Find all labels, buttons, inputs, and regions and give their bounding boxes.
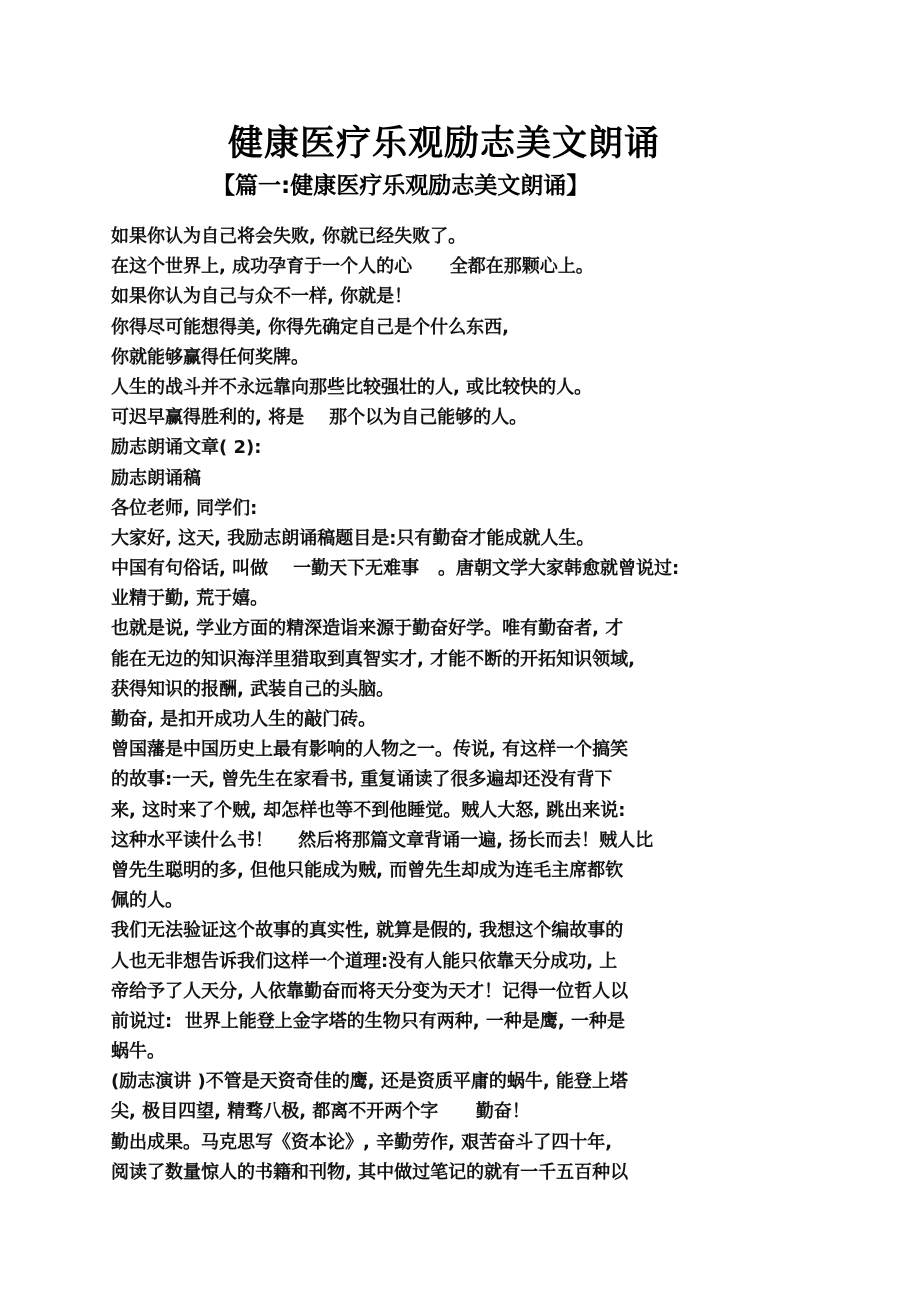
paragraph-line: 能在无边的知识海洋里猎取到真智实才, 才能不断的开拓知识领域, — [111, 648, 635, 670]
paragraph-line: 也就是说, 学业方面的精深造诣来源于勤奋好学。唯有勤奋者, 才 — [111, 618, 624, 640]
paragraph-line: 前说过: 世界上能登上金字塔的生物只有两种, 一种是鹰, 一种是 — [111, 1010, 625, 1032]
paragraph-line: 这种水平读什么书！ 然后将那篇文章背诵一遍, 扬长而去！贼人比 — [111, 829, 654, 851]
paragraph-line: 获得知识的报酬, 武装自己的头脑。 — [111, 678, 395, 700]
paragraph-line: 各位老师, 同学们: — [111, 497, 258, 519]
paragraph-line: 曾国藩是中国历史上最有影响的人物之一。传说, 有这样一个搞笑 — [111, 739, 629, 761]
paragraph-line: 曾先生聪明的多, 但他只能成为贼, 而曾先生却成为连毛主席都钦 — [111, 859, 624, 881]
paragraph-line: 尖, 极目四望, 精骛八极, 都离不开两个字 勤奋！ — [111, 1101, 530, 1123]
section-heading-line: 励志朗诵文章( 2): — [111, 437, 262, 459]
paragraph-line: 你就能够赢得任何奖牌。 — [111, 346, 309, 368]
paragraph-line: 阅读了数量惊人的书籍和刊物, 其中做过笔记的就有一千五百种以 — [111, 1161, 629, 1183]
paragraph-line: 如果你认为自己与众不一样, 你就是！ — [111, 286, 413, 308]
paragraph-line: 勤奋, 是扣开成功人生的敲门砖。 — [111, 709, 377, 730]
paragraph-line: 业精于勤, 荒于嬉。 — [111, 588, 269, 610]
paragraph-line: 可迟早赢得胜利的, 将是 那个以为自己能够的人。 — [111, 407, 528, 429]
paragraph-line: 帝给予了人天分, 人依靠勤奋而将天分变为天才！记得一位哲人以 — [111, 980, 629, 1002]
paragraph-line: 如果你认为自己将会失败, 你就已经失败了。 — [111, 226, 467, 247]
paragraph-line: 勤出成果。马克思写《资本论》, 辛勤劳作, 艰苦奋斗了四十年, — [111, 1131, 613, 1153]
paragraph-line: 来, 这时来了个贼, 却怎样也等不到他睡觉。贼人大怒, 跳出来说: — [111, 799, 626, 821]
paragraph-line: 佩的人。 — [111, 890, 183, 912]
document-subtitle: 【篇一:健康医疗乐观励志美文朗诵】 — [212, 173, 590, 199]
paragraph-line: 的故事:一天, 曾先生在家看书, 重复诵读了很多遍却还没有背下 — [111, 769, 613, 791]
paragraph-line: 人也无非想告诉我们这样一个道理:没有人能只依靠天分成功, 上 — [111, 950, 618, 972]
paragraph-line: 中国有句俗话, 叫做 一勤天下无难事 。唐朝文学大家韩愈就曾说过: — [111, 558, 680, 580]
document-body — [111, 222, 811, 1188]
paragraph-line: 大家好, 这天, 我励志朗诵稿题目是:只有勤奋才能成就人生。 — [111, 527, 595, 549]
paragraph-line: 蜗牛。 — [111, 1041, 165, 1063]
document-title: 健康医疗乐观励志美文朗诵 — [227, 124, 660, 164]
section-heading-line: 励志朗诵稿 — [111, 467, 201, 489]
paragraph-line: 你得尽可能想得美, 你得先确定自己是个什么东西, — [111, 316, 509, 338]
paragraph-line: 在这个世界上, 成功孕育于一个人的心 全都在那颗心上。 — [111, 256, 594, 278]
paragraph-line: 人生的战斗并不永远靠向那些比较强壮的人, 或比较快的人。 — [111, 376, 593, 398]
paragraph-line: 我们无法验证这个故事的真实性, 就算是假的, 我想这个编故事的 — [111, 920, 624, 942]
paragraph-line: (励志演讲 )不管是天资奇佳的鹰, 还是资质平庸的蜗牛, 能登上塔 — [111, 1071, 628, 1093]
